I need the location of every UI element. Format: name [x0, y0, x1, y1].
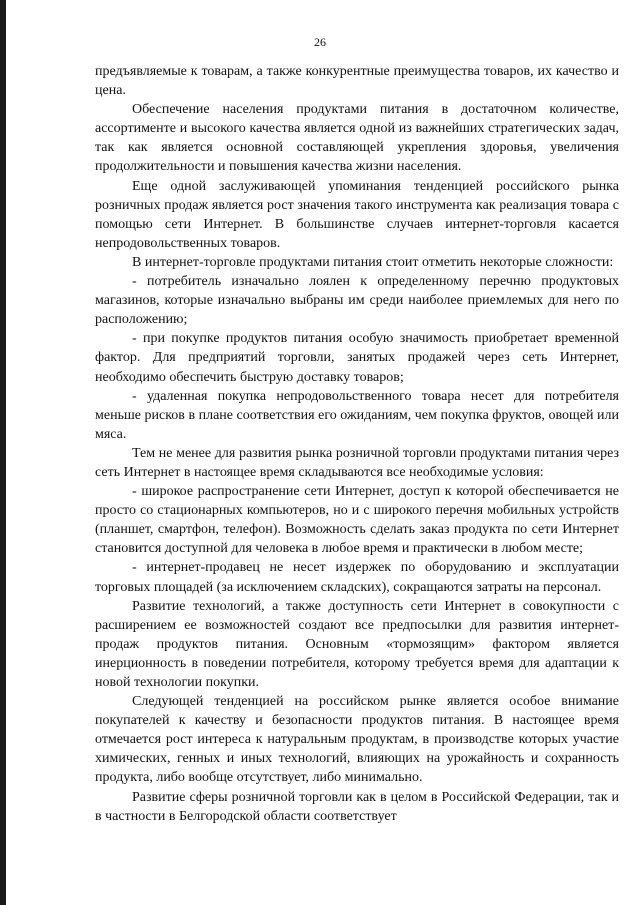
paragraph-regional: Развитие сферы розничной торговли как в целом в Российской Федерации, так и в частности в Белгородской области соответствует: [95, 789, 619, 824]
paragraph-quality-trend: Следующей тенденцией на российском рынке является особое внимание покупателей к качеству и безопасности продуктов питания. В настоящее время отмечается рост интереса к натуральным продуктам, в производстве которых участие химических, генных и иных технологий, влияющих на урожайность и сохранность продукта, либо вообще отсутствует, либо минимально.: [95, 694, 619, 786]
list-item-time-factor: - при покупке продуктов питания особую значимость приобретает временной фактор. Для предприятий торговли, занятых продажей через сеть Интернет, необходимо обеспечить быструю доставку товаров;: [95, 331, 619, 385]
paragraph-food-supply: Обеспечение населения продуктами питания в достаточном количестве, ассортименте и высокого качества является одной из важнейших стратегических задач, так как является основной составляющей укрепления здоровья, увеличения продолжительности и повышения качества жизни населения.: [95, 102, 619, 175]
paragraph-conditions-intro: Тем не менее для развития рынка розничной торговли продуктами питания через сеть Интернет в настоящее время складываются все необходимые условия:: [95, 445, 619, 480]
list-item-loyalty: - потребитель изначально лоялен к определенному перечню продуктовых магазинов, которые изначально выбраны им среди наиболее приемлемых для него по расположению;: [95, 274, 619, 328]
document-body: [95, 62, 619, 826]
list-item-internet-access: - широкое распространение сети Интернет, доступ к которой обеспечивается не просто со стационарных компьютеров, но и с широкого перечня мобильных устройств (планшет, смартфон, телефон). Возможность сделать заказ продукта по сети Интернет становится доступной для человека в любое время и практически в любом месте;: [95, 484, 619, 557]
list-item-risk: - удаленная покупка непродовольственного товара несет для потребителя меньше рисков в плане соответствия его ожиданиям, чем покупка фруктов, овощей или мяса.: [95, 388, 619, 442]
paragraph-internet-trend: Еще одной заслуживающей упоминания тенденцией российского рынка розничных продаж является рост значения такого инструмента как реализация товара с помощью сети Интернет. В большинстве случаев интернет-торговля касается непродовольственных товаров.: [95, 178, 619, 251]
paragraph-difficulties-intro: В интернет-торговле продуктами питания стоит отметить некоторые сложности:: [132, 254, 614, 270]
list-item-costs: - интернет-продавец не несет издержек по оборудованию и эксплуатации торговых площадей (за исключением складских), сокращаются затраты на персонал.: [95, 560, 619, 595]
scan-edge: [0, 0, 6, 905]
paragraph-technology: Развитие технологий, а также доступность сети Интернет в совокупности с расширением ее возможностей создают все предпосылки для развития интернет-продаж продуктов питания. Основным «тормозящим» фактором является инерционность в поведении потребителя, которому требуется время для адаптации к новой технологии покупки.: [95, 598, 619, 690]
paragraph-continued: предъявляемые к товарам, а также конкурентные преимущества товаров, их качество и цена.: [95, 64, 619, 99]
page-number: 26: [314, 35, 326, 49]
